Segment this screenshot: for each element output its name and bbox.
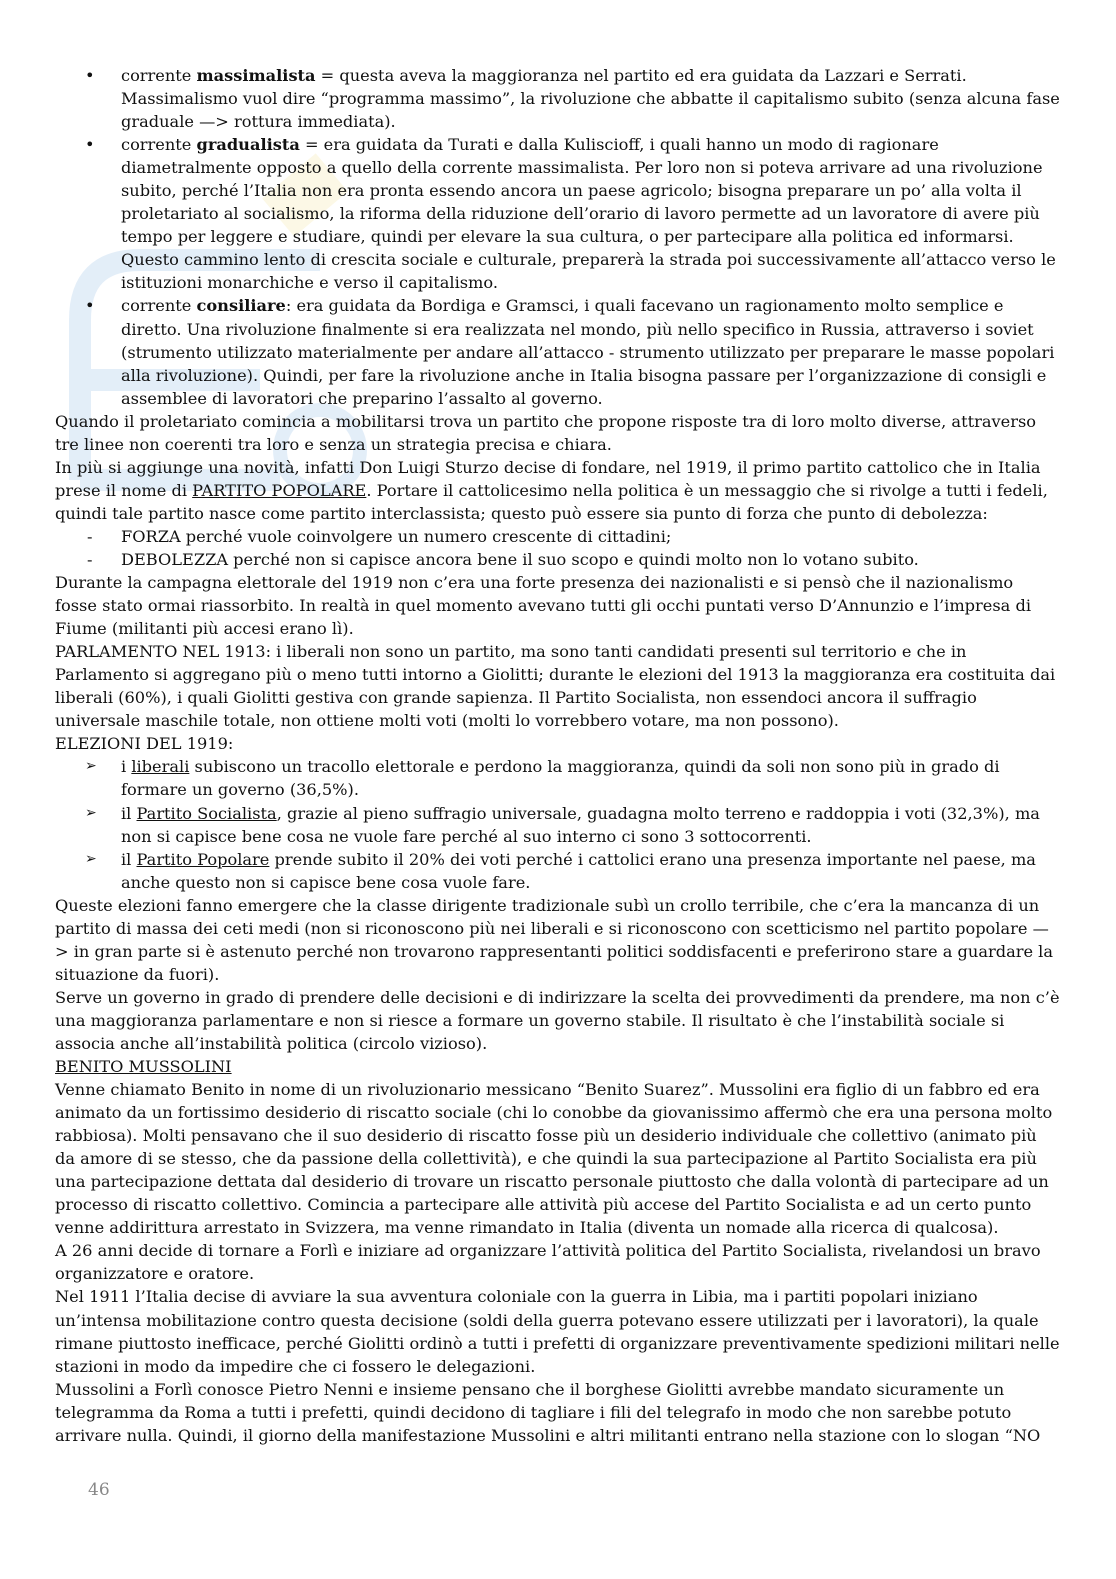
arrow-bullet-icon: ➢ — [85, 850, 97, 867]
paragraph: PARLAMENTO NEL 1913: i liberali non sono un partito, ma sono tanti candidati presenti sul territorio e che in Parlamento si aggregano più o meno tutti intorno a Giolitti; durante le elezioni del 1913 la maggioranza era costituita dai liberali (60%), i quali Giolitti gestiva con grande sapienza. Il Partito Socialista, non essendoci ancora il suffragio universale maschile totale, non ottiene molti voti (molti lo vorrebbero votare, ma non possono). — [55, 642, 1056, 731]
list-item: ➢ il Partito Popolare prende subito il 20% dei voti perché i cattolici erano una presenza importante nel paese, ma anche questo non si capisce bene cosa vuole fare. — [85, 849, 1036, 892]
page-number: 46 — [88, 1480, 110, 1500]
list-item: • corrente gradualista = era guidata da Turati e dalla Kuliscioff, i quali hanno un modo di ragionare diametralmente opposto a quello della corrente massimalista. Per loro non si poteva arrivare ad una rivoluzione subito, perché l’Italia non era pronta essendo ancora un paese agricolo; bisogna preparare un po’ alla volta il proletariato al socialismo, la riforma della riduzione dell’orario di lavoro permette ad un lavoratore di avere più tempo per leggere e studiare, quindi per elevare la sua cultura, o per partecipare alla politica ed informarsi. Questo cammino lento di crescita sociale e culturale, preparerà la strada poi successivamente all’attacco verso le istituzioni monarchiche e verso il capitalismo. — [55, 133, 1060, 294]
paragraph: In più si aggiunge una novità, infatti Don Luigi Sturzo decise di fondare, nel 1919, il primo partito cattolico che in Italia prese il nome di PARTITO POPOLARE. Portare il cattolicesimo nella politica è un messaggio che si rivolge a tutti i fedeli, quindi tale partito nasce come partito interclassista; questo può essere sia punto di forza che punto di debolezza: — [55, 457, 1048, 523]
section-heading: ELEZIONI DEL 1919: — [55, 734, 234, 754]
paragraph: A 26 anni decide di tornare a Forlì e iniziare ad organizzare l’attività politica del Partito Socialista, rivelandosi un bravo organizzatore e oratore. — [55, 1241, 1041, 1284]
paragraph: Nel 1911 l’Italia decise di avviare la sua avventura coloniale con la guerra in Libia, ma i partiti popolari iniziano un’intensa mobilitazione contro questa decisione (soldi della guerra potevano essere utilizzati per i lavoratori), la quale rimane piuttosto inefficace, perché Giolitti ordinò a tutti i prefetti di organizzare preventivamente spedizioni militari nelle stazioni in modo da impedire che ci fossero le delegazioni. — [55, 1287, 1060, 1376]
arrow-bullet-icon: ➢ — [85, 758, 97, 775]
paragraph: Mussolini a Forlì conosce Pietro Nenni e insieme pensano che il borghese Giolitti avrebbe mandato sicuramente un telegramma da Roma a tutti i prefetti, quindi decidono di tagliare i fili del telegrafo in modo che non sarebbe potuto arrivare nulla. Quindi, il giorno della manifestazione Mussolini e altri militanti entrano nella stazione con lo slogan “NO — [55, 1379, 1041, 1445]
list-item: - DEBOLEZZA perché non si capisce ancora bene il suo scopo e quindi molto non lo votano subito. — [55, 548, 1060, 571]
partito-popolare-term: PARTITO POPOLARE — [192, 480, 367, 500]
list-item: • corrente massimalista = questa aveva la maggioranza nel partito ed era guidata da Lazzari e Serrati. Massimalismo vuol dire “programma massimo”, la rivoluzione che abbatte il capitalismo subito (senza alcuna fase graduale —> rottura immediata). — [55, 64, 1060, 133]
paragraph: Serve un governo in grado di prendere delle decisioni e di indirizzare la scelta dei provvedimenti da prendere, ma non c’è una maggioranza parlamentare e non si riesce a formare un governo stabile. Il risultato è che l’instabilità sociale si associa anche all’instabilità politica (circolo vizioso). — [55, 987, 1060, 1053]
document-page — [55, 64, 1060, 1447]
paragraph: Queste elezioni fanno emergere che la classe dirigente tradizionale subì un crollo terribile, che c’era la mancanza di un partito di massa dei ceti medi (non si riconoscono più nei liberali e si riconoscono con scetticismo nel partito popolare —> in gran parte si è astenuto perché non trovarono rappresentanti politici soddisfacenti e preferirono stare a guardare la situazione da fuori). — [55, 895, 1054, 984]
list-item: - FORZA perché vuole coinvolgere un numero crescente di cittadini; — [55, 525, 1060, 548]
list-item: ➢ i liberali subiscono un tracollo elettorale e perdono la maggioranza, quindi da soli non sono più in grado di formare un governo (36,5%). — [85, 757, 1000, 800]
paragraph: Durante la campagna elettorale del 1919 non c’era una forte presenza dei nazionalisti e si pensò che il nazionalismo fosse stato ormai riassorbito. In realtà in quel momento avevano tutti gli occhi puntati verso D’Annunzio e l’impresa di Fiume (militanti più accesi erano lì). — [55, 573, 1032, 639]
elections-list — [55, 755, 1060, 893]
arrow-bullet-icon: ➢ — [85, 804, 97, 821]
list-item: ➢ il Partito Socialista, grazie al pieno suffragio universale, guadagna molto terreno e raddoppia i voti (32,3%), ma non si capisce bene cosa ne vuole fare perché al suo interno ci sono 3 sottocorrenti. — [85, 803, 1040, 846]
paragraph: Quando il proletariato comincia a mobilitarsi trova un partito che propone risposte tra di loro molto diverse, attraverso tre linee non coerenti tra loro e senza un strategia precisa e chiara. — [55, 411, 1036, 454]
paragraph: Venne chiamato Benito in nome di un rivoluzionario messicano “Benito Suarez”. Mussolini era figlio di un fabbro ed era animato da un fortissimo desiderio di riscatto sociale (chi lo conobbe da giovanissimo affermò che era una persona molto rabbiosa). Molti pensavano che il suo desiderio di riscatto fosse più un desiderio individuale che collettivo (animato più da amore di se stesso, che da passione della collettività), e che quindi la sua partecipazione al Partito Socialista era più una partecipazione dettata dal desiderio di trovare un riscatto personale piuttosto che dalla volontà di partecipare ad un processo di riscatto collettivo. Comincia a partecipare alle attività più accese del Partito Socialista e ad un certo punto venne addirittura arrestato in Svizzera, ma venne rimandato in Italia (diventa un nomade alla ricerca di qualcosa). — [55, 1080, 1053, 1238]
list-item: • corrente consiliare: era guidata da Bordiga e Gramsci, i quali facevano un ragionamento molto semplice e diretto. Una rivoluzione finalmente si era realizzata nel mondo, più nello specifico in Russia, attraverso i soviet (strumento utilizzato materialmente per andare all’attacco - strumento utilizzato per preparare le masse popolari alla rivoluzione). Quindi, per fare la rivoluzione anche in Italia bisogna passare per l’organizzazione di consigli e assemblee di lavoratori che preparino l’assalto al governo. — [55, 294, 1060, 409]
strength-weakness-list — [55, 525, 1060, 571]
currents-list — [55, 64, 1060, 410]
section-heading: BENITO MUSSOLINI — [55, 1057, 232, 1077]
